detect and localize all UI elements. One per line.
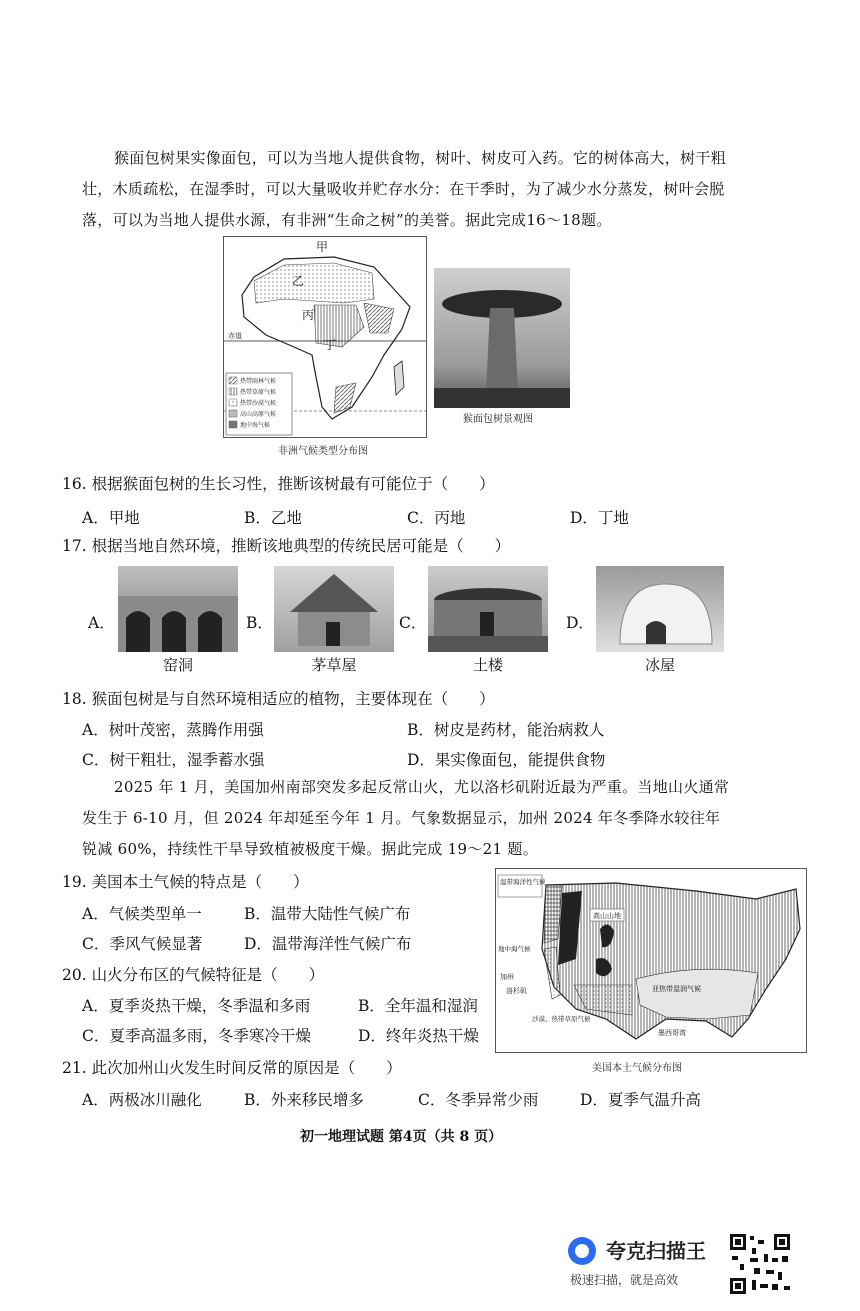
caption-bingwu: 冰屋	[644, 656, 675, 674]
q18-option-a: A．树叶茂密，蒸腾作用强	[82, 721, 264, 739]
question-17-stem: 17. 根据当地自然环境，推断该地典型的传统民居可能是（ ）	[62, 537, 511, 555]
label-gulf-of-mexico: 墨西哥湾	[658, 1029, 686, 1037]
legend-item-2: 热带草原气候	[240, 389, 277, 396]
q16-option-b: B．乙地	[244, 509, 302, 527]
question-18-stem: 18. 猴面包树是与自然环境相适应的植物，主要体现在（ ）	[62, 690, 495, 708]
q19-option-a: A．气候类型单一	[82, 905, 202, 923]
photo-yaodong	[118, 566, 238, 652]
q16-option-d: D．丁地	[570, 509, 629, 527]
q16-option-a: A．甲地	[82, 509, 140, 527]
africa-climate-map	[223, 236, 427, 438]
qr-code	[728, 1232, 792, 1296]
legend-item-3: 热带沙漠气候	[240, 400, 277, 407]
q21-option-b: B．外来移民增多	[244, 1091, 364, 1109]
q21-option-d: D．夏季气温升高	[580, 1091, 701, 1109]
question-21-stem: 21. 此次加州山火发生时间反常的原因是（ ）	[62, 1059, 402, 1077]
africa-map-caption: 非洲气候类型分布图	[278, 446, 368, 457]
photo-bingwu	[596, 566, 724, 652]
label-humid-subtropical: 亚热带湿润气候	[652, 985, 701, 993]
label-ding: 丁	[324, 338, 337, 352]
q20-option-d: D．终年炎热干燥	[358, 1027, 479, 1045]
photo-tulou	[428, 566, 548, 652]
africa-map-svg	[224, 237, 426, 437]
baobab-photo-caption: 猴面包树景观图	[463, 414, 533, 425]
question-16-stem: 16. 根据猴面包树的生长习性，推断该树最有可能位于（ ）	[62, 475, 495, 493]
q20-option-a: A．夏季炎热干燥，冬季温和多雨	[82, 997, 311, 1015]
legend-item-5: 地中海气候	[240, 422, 271, 429]
q18-option-b: B．树皮是药材，能治病救人	[407, 721, 605, 739]
brand-logo-icon	[568, 1237, 596, 1265]
q20-option-b: B．全年温和湿润	[358, 997, 478, 1015]
label-los-angeles: 洛杉矶	[506, 987, 527, 995]
q18-option-c: C．树干粗壮，湿季蓄水强	[82, 751, 265, 769]
q21-option-c: C．冬季异常少雨	[418, 1091, 539, 1109]
caption-yaodong: 窑洞	[162, 656, 193, 674]
us-map-svg	[496, 869, 806, 1052]
q16-option-c: C．丙地	[407, 509, 466, 527]
scanner-brand	[568, 1233, 718, 1293]
legend-item-4: 高山高原气候	[240, 411, 277, 418]
passage-california-fire: 2025 年 1 月，美国加州南部突发多起反常山火，尤以洛杉矶附近最为严重。当地山火通常发生于 6-10 月，但 2024 年却延至今年 1 月。气象数据显示，加州 2024 年冬季降水较往年锐减 60%，持续性干旱导致植被极度干燥。据此完成 19～21 题。	[82, 778, 730, 858]
q17-letter-a: A．	[88, 614, 115, 632]
q19-option-d: D．温带海洋性气候广布	[244, 935, 412, 953]
label-highland: 高山山地	[593, 912, 621, 920]
q17-letter-c: C．	[399, 614, 427, 632]
legend-item-1: 热带雨林气候	[240, 378, 277, 385]
q20-option-c: C．夏季高温多雨，冬季寒冷干燥	[82, 1027, 311, 1045]
q19-option-c: C．季风气候显著	[82, 935, 203, 953]
label-yi: 乙	[292, 274, 305, 288]
brand-name: 夸克扫描王	[606, 1239, 706, 1263]
caption-tulou: 土楼	[472, 656, 503, 674]
us-map-caption: 美国本土气候分布图	[592, 1063, 682, 1074]
label-bing: 丙	[302, 308, 315, 322]
label-temperate-oceanic: 温带海洋性气候	[500, 878, 546, 886]
q21-option-a: A．两极冰川融化	[82, 1091, 202, 1109]
page-footer: 初一地理试题 第4页（共 8 页）	[300, 1129, 503, 1145]
passage-baobab: 猴面包树果实像面包，可以为当地人提供食物，树叶、树皮可入药。它的树体高大，树干粗壮，木质疏松，在湿季时，可以大量吸收并贮存水分：在干季时，为了减少水分蒸发，树叶会脱落，可以为当地人提供水源，有非洲“生命之树”的美誉。据此完成16～18题。	[82, 149, 727, 229]
q17-letter-d: D．	[566, 614, 594, 632]
q19-option-b: B．温带大陆性气候广布	[244, 905, 411, 923]
baobab-photo	[434, 268, 570, 408]
label-equator: 赤道	[228, 332, 242, 340]
caption-maocaowu: 茅草屋	[311, 656, 357, 674]
label-desert-savanna: 沙漠、热带草原气候	[532, 1015, 591, 1023]
us-climate-map	[495, 868, 807, 1053]
brand-slogan: 极速扫描，就是高效	[570, 1273, 679, 1287]
q17-letter-b: B．	[246, 614, 273, 632]
label-mediterranean: 地中海气候	[498, 945, 531, 953]
question-19-stem: 19. 美国本土气候的特点是（ ）	[62, 873, 309, 891]
label-california: 加州	[500, 973, 514, 981]
q18-option-d: D．果实像面包，能提供食物	[407, 751, 606, 769]
photo-maocaowu	[274, 566, 394, 652]
label-jia: 甲	[316, 240, 329, 254]
question-20-stem: 20. 山火分布区的气候特征是（ ）	[62, 966, 325, 984]
